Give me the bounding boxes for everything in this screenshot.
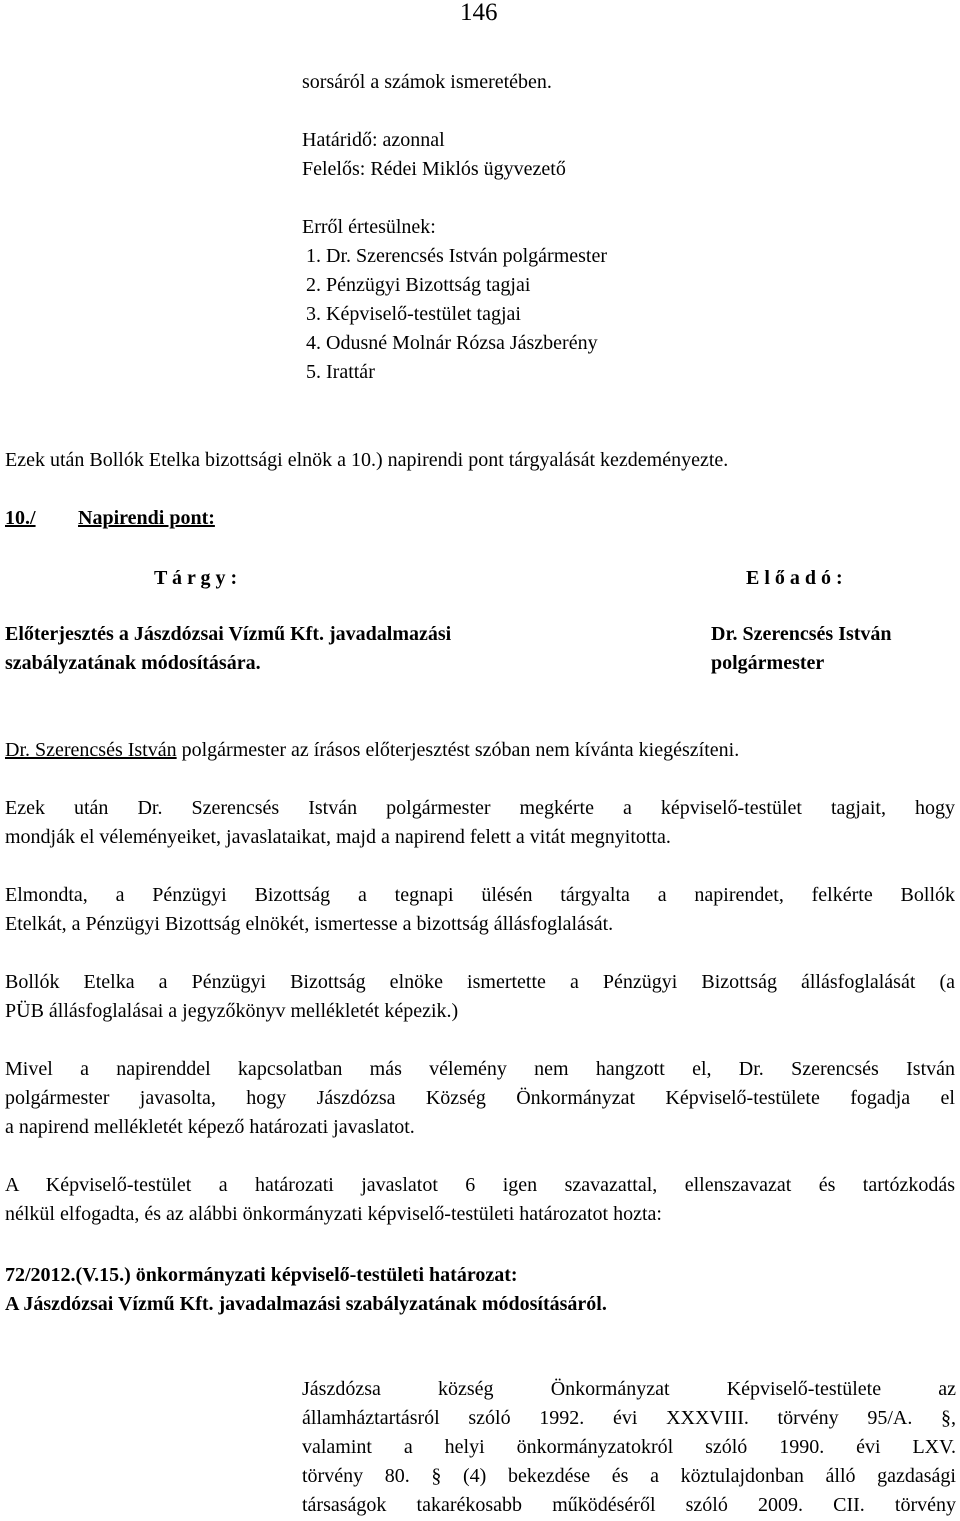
resolution-body-line: társaságok takarékosabb működéséről szóló 2009. CII. törvény [302, 1494, 956, 1516]
deadline-line: Határidő: azonnal [302, 129, 445, 151]
agenda-number: 10./ [5, 507, 36, 529]
notify-list-item: 4. Odusné Molnár Rózsa Jászberény [306, 332, 598, 354]
resolution-body-line: államháztartásról szóló 1992. évi XXXVIII. törvény 95/A. §, [302, 1407, 956, 1429]
paragraph-line: PÜB állásfoglalásai a jegyzőkönyv mellékletét képezik.) [5, 1000, 459, 1022]
resolution-subject: A Jászdózsai Vízmű Kft. javadalmazási szabályzatának módosításáról. [5, 1293, 607, 1315]
paragraph [5, 881, 955, 939]
paragraph-line: Ezek után Dr. Szerencsés István polgármester megkérte a képviselő-testület tagjait, hogy [5, 797, 955, 819]
continuation-text: sorsáról a számok ismeretében. [302, 71, 552, 93]
responsible-line: Felelős: Rédei Miklós ügyvezető [302, 158, 566, 180]
paragraph-line: nélkül elfogadta, és az alábbi önkormányzati képviselő-testületi határozatot hozta: [5, 1203, 662, 1225]
statement-line [5, 736, 739, 765]
presenter-line: Dr. Szerencsés István [711, 623, 892, 645]
paragraph-line: Bollók Etelka a Pénzügyi Bizottság elnöke ismertette a Pénzügyi Bizottság állásfoglalását (a [5, 971, 955, 993]
paragraph-line: polgármester javasolta, hogy Jászdózsa Község Önkormányzat Képviselő-testülete fogadja el [5, 1087, 955, 1109]
subject-label: T á r g y : [154, 567, 238, 589]
paragraph [5, 1055, 955, 1142]
notify-list-item: 3. Képviselő-testület tagjai [306, 303, 521, 325]
presenter-label: E l ő a d ó : [746, 567, 843, 589]
paragraph [5, 1171, 955, 1229]
paragraph [5, 794, 955, 852]
paragraph-line: a napirend mellékletét képező határozati javaslatot. [5, 1116, 415, 1138]
subject-line: szabályzatának módosítására. [5, 652, 261, 674]
paragraph-line: mondják el véleményeiket, javaslataikat, majd a napirend felett a vitát megnyitotta. [5, 826, 671, 848]
paragraph-line: A Képviselő-testület a határozati javaslatot 6 igen szavazattal, ellenszavazat és tartózkodás [5, 1174, 955, 1196]
resolution-body-line: valamint a helyi önkormányzatokról szóló 1990. évi LXV. [302, 1436, 956, 1458]
resolution-number: 72/2012.(V.15.) önkormányzati képviselő-testületi határozat: [5, 1264, 518, 1286]
presenter-line: polgármester [711, 652, 825, 674]
resolution-body-line: Jászdózsa község Önkormányzat Képviselő-testülete az [302, 1378, 956, 1400]
paragraph-line: Etelkát, a Pénzügyi Bizottság elnökét, ismertesse a bizottság állásfoglalását. [5, 913, 614, 935]
paragraph-line: Elmondta, a Pénzügyi Bizottság a tegnapi ülésén tárgyalta a napirendet, felkérte Bollók [5, 884, 955, 906]
resolution-body-line: törvény 80. § (4) bekezdése és a köztulajdonban álló gazdasági [302, 1465, 956, 1487]
notify-list-item: 5. Irattár [306, 361, 375, 383]
agenda-heading: Napirendi pont: [78, 507, 215, 529]
paragraph-line: Mivel a napirenddel kapcsolatban más vélemény nem hangzott el, Dr. Szerencsés István [5, 1058, 955, 1080]
transition-sentence: Ezek után Bollók Etelka bizottsági elnök a 10.) napirendi pont tárgyalását kezdeményezte. [5, 449, 729, 471]
notify-list-item: 2. Pénzügyi Bizottság tagjai [306, 274, 531, 296]
paragraph [5, 968, 955, 1026]
notify-heading: Erről értesülnek: [302, 216, 436, 238]
subject-line: Előterjesztés a Jászdózsai Vízmű Kft. javadalmazási [5, 623, 452, 645]
statement-name: Dr. Szerencsés István [5, 739, 177, 761]
resolution-body [302, 1375, 956, 1520]
statement-rest: polgármester az írásos előterjesztést szóban nem kívánta kiegészíteni. [176, 739, 740, 761]
notify-list-item: 1. Dr. Szerencsés István polgármester [306, 245, 608, 267]
page-number: 146 [460, 0, 498, 26]
